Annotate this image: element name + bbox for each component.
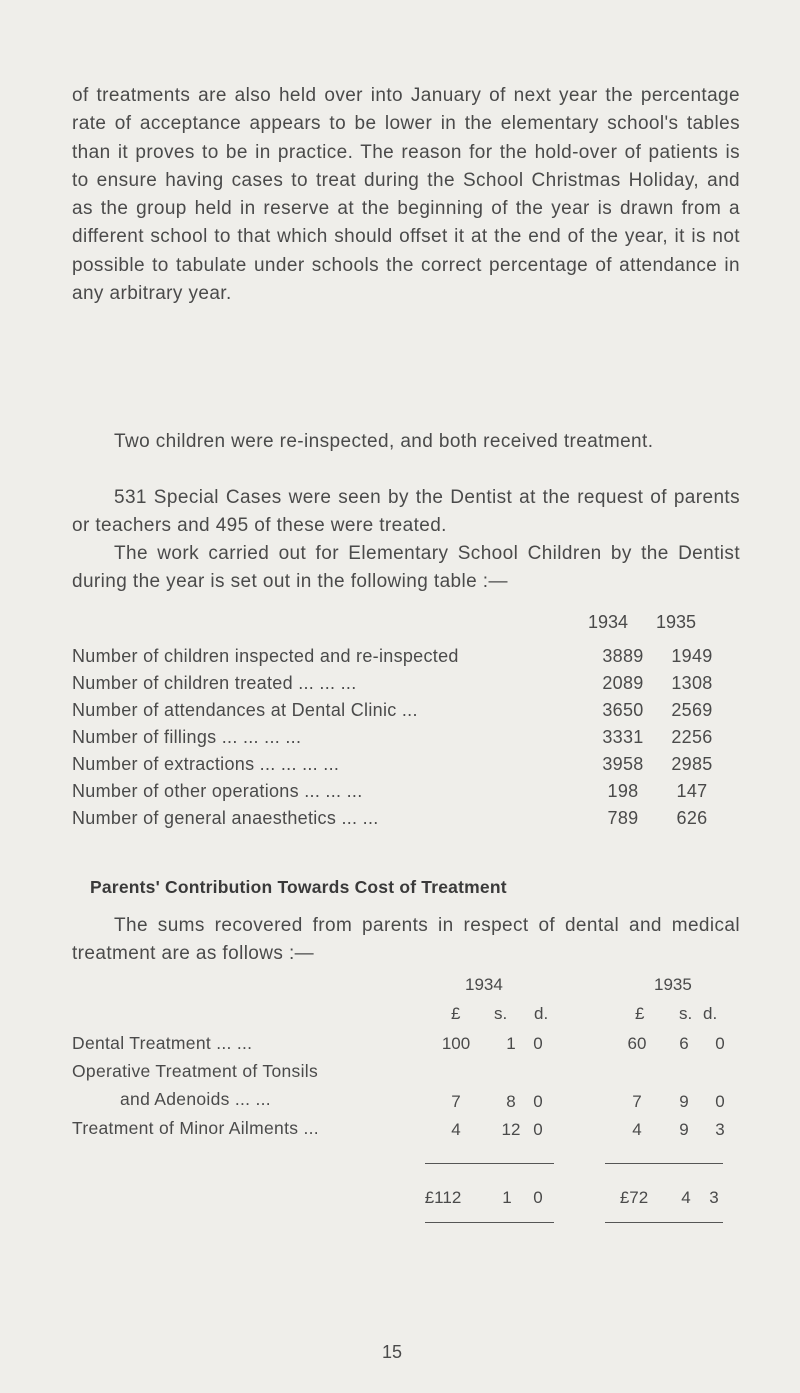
value-1935-pounds: 4 [632, 1120, 642, 1139]
pound-header: £ [635, 1004, 645, 1023]
pence-header: d. [703, 1004, 718, 1023]
value-1935-pence: 0 [715, 1034, 725, 1053]
pound-header: £ [451, 1004, 461, 1023]
row-label-minor-ailments: Treatment of Minor Ailments ... [72, 1118, 319, 1138]
row-label: Number of children inspected and re-inspected [72, 646, 459, 666]
column-header-1935: 1935 [656, 612, 697, 632]
subtotal-rule [605, 1163, 723, 1164]
value-1934-shillings: 1 [506, 1034, 516, 1053]
total-1934-pence: 0 [533, 1188, 543, 1207]
value-1934: 3650 [602, 700, 644, 720]
total-1934-pounds: £112 [424, 1188, 462, 1207]
value-1934: 789 [607, 808, 639, 828]
row-label: Number of children treated ... ... ... [72, 673, 357, 693]
row-label: Number of other operations ... ... ... [72, 781, 363, 801]
value-1934-pounds: 4 [451, 1120, 461, 1139]
total-1935-pence: 3 [709, 1188, 719, 1207]
value-1934-shillings: 8 [506, 1092, 516, 1111]
shilling-header: s. [494, 1004, 508, 1023]
total-1935-shillings: 4 [681, 1188, 691, 1207]
value-1934-pence: 0 [533, 1120, 543, 1139]
table-row [72, 808, 740, 836]
value-1935-pence: 3 [715, 1120, 725, 1139]
value-1934-pounds: 100 [441, 1034, 471, 1053]
pence-header: d. [534, 1004, 549, 1023]
column-header-1935: 1935 [654, 975, 692, 994]
value-1935-pounds: 60 [627, 1034, 647, 1053]
paragraph-contribution-intro: The sums recovered from parents in respect of dental and medical treatment are as follows :— [72, 915, 740, 965]
value-1934: 2089 [602, 673, 644, 693]
total-rule [605, 1222, 723, 1223]
value-1935: 2569 [671, 700, 713, 720]
value-1934: 3958 [602, 754, 644, 774]
value-1934-shillings: 12 [501, 1120, 521, 1139]
paragraph-reinspected: Two children were re-inspected, and both received treatment. [114, 431, 654, 452]
table-row [72, 700, 740, 728]
total-rule [425, 1222, 554, 1223]
value-1935: 1949 [671, 646, 713, 666]
page-number: 15 [382, 1342, 403, 1362]
subtotal-rule [425, 1163, 554, 1164]
table-row [72, 673, 740, 701]
column-header-1934: 1934 [465, 975, 503, 994]
row-label: Number of extractions ... ... ... ... [72, 754, 340, 774]
table-row [72, 727, 740, 755]
row-label-dental: Dental Treatment ... ... [72, 1033, 253, 1053]
paragraph-special-cases: 531 Special Cases were seen by the Dentist at the request of parents or teachers and 495 of these were treated. [72, 487, 740, 537]
row-label: Number of general anaesthetics ... ... [72, 808, 379, 828]
table-row [72, 781, 740, 809]
total-1934-shillings: 1 [502, 1188, 512, 1207]
value-1935-shillings: 9 [679, 1120, 689, 1139]
value-1934-pence: 0 [533, 1034, 543, 1053]
value-1934-pence: 0 [533, 1092, 543, 1111]
row-label: Number of attendances at Dental Clinic ... [72, 700, 418, 720]
table-row [72, 646, 740, 674]
row-label: Number of fillings ... ... ... ... [72, 727, 302, 747]
table-row [72, 754, 740, 782]
value-1935-shillings: 9 [679, 1092, 689, 1111]
paragraph-table-intro: The work carried out for Elementary School Children by the Dentist during the year is set out in the following table :— [72, 543, 740, 593]
value-1934: 3889 [602, 646, 644, 666]
value-1935: 626 [676, 808, 708, 828]
shilling-header: s. [679, 1004, 693, 1023]
value-1934-pounds: 7 [451, 1092, 461, 1111]
value-1935: 2256 [671, 727, 713, 747]
value-1935: 2985 [671, 754, 713, 774]
value-1935: 147 [676, 781, 708, 801]
value-1935-shillings: 6 [679, 1034, 689, 1053]
paragraph-treatment-holdover: of treatments are also held over into January of next year the percentage rate of acceptance appears to be lower in the elementary school's tables than it proves to be in practice. The reason for the hold-over of patients is to ensure having cases to treat during the School Christmas Holiday, and as the group held in reserve at the beginning of the year is drawn from a different school to that which should offset it at the end of the year, it is not possible to tabulate under schools the correct percentage of attendance in any arbitrary year. [72, 85, 740, 305]
value-1934: 198 [607, 781, 639, 801]
row-label-tonsils: Operative Treatment of Tonsils [72, 1061, 319, 1081]
value-1934: 3331 [602, 727, 644, 747]
value-1935-pence: 0 [715, 1092, 725, 1111]
section-heading: Parents' Contribution Towards Cost of Treatment [90, 877, 507, 897]
row-label-adenoids: and Adenoids ... ... [120, 1089, 271, 1109]
total-1935-pounds: £72 [619, 1188, 649, 1207]
value-1935: 1308 [671, 673, 713, 693]
column-header-1934: 1934 [588, 612, 629, 632]
value-1935-pounds: 7 [632, 1092, 642, 1111]
